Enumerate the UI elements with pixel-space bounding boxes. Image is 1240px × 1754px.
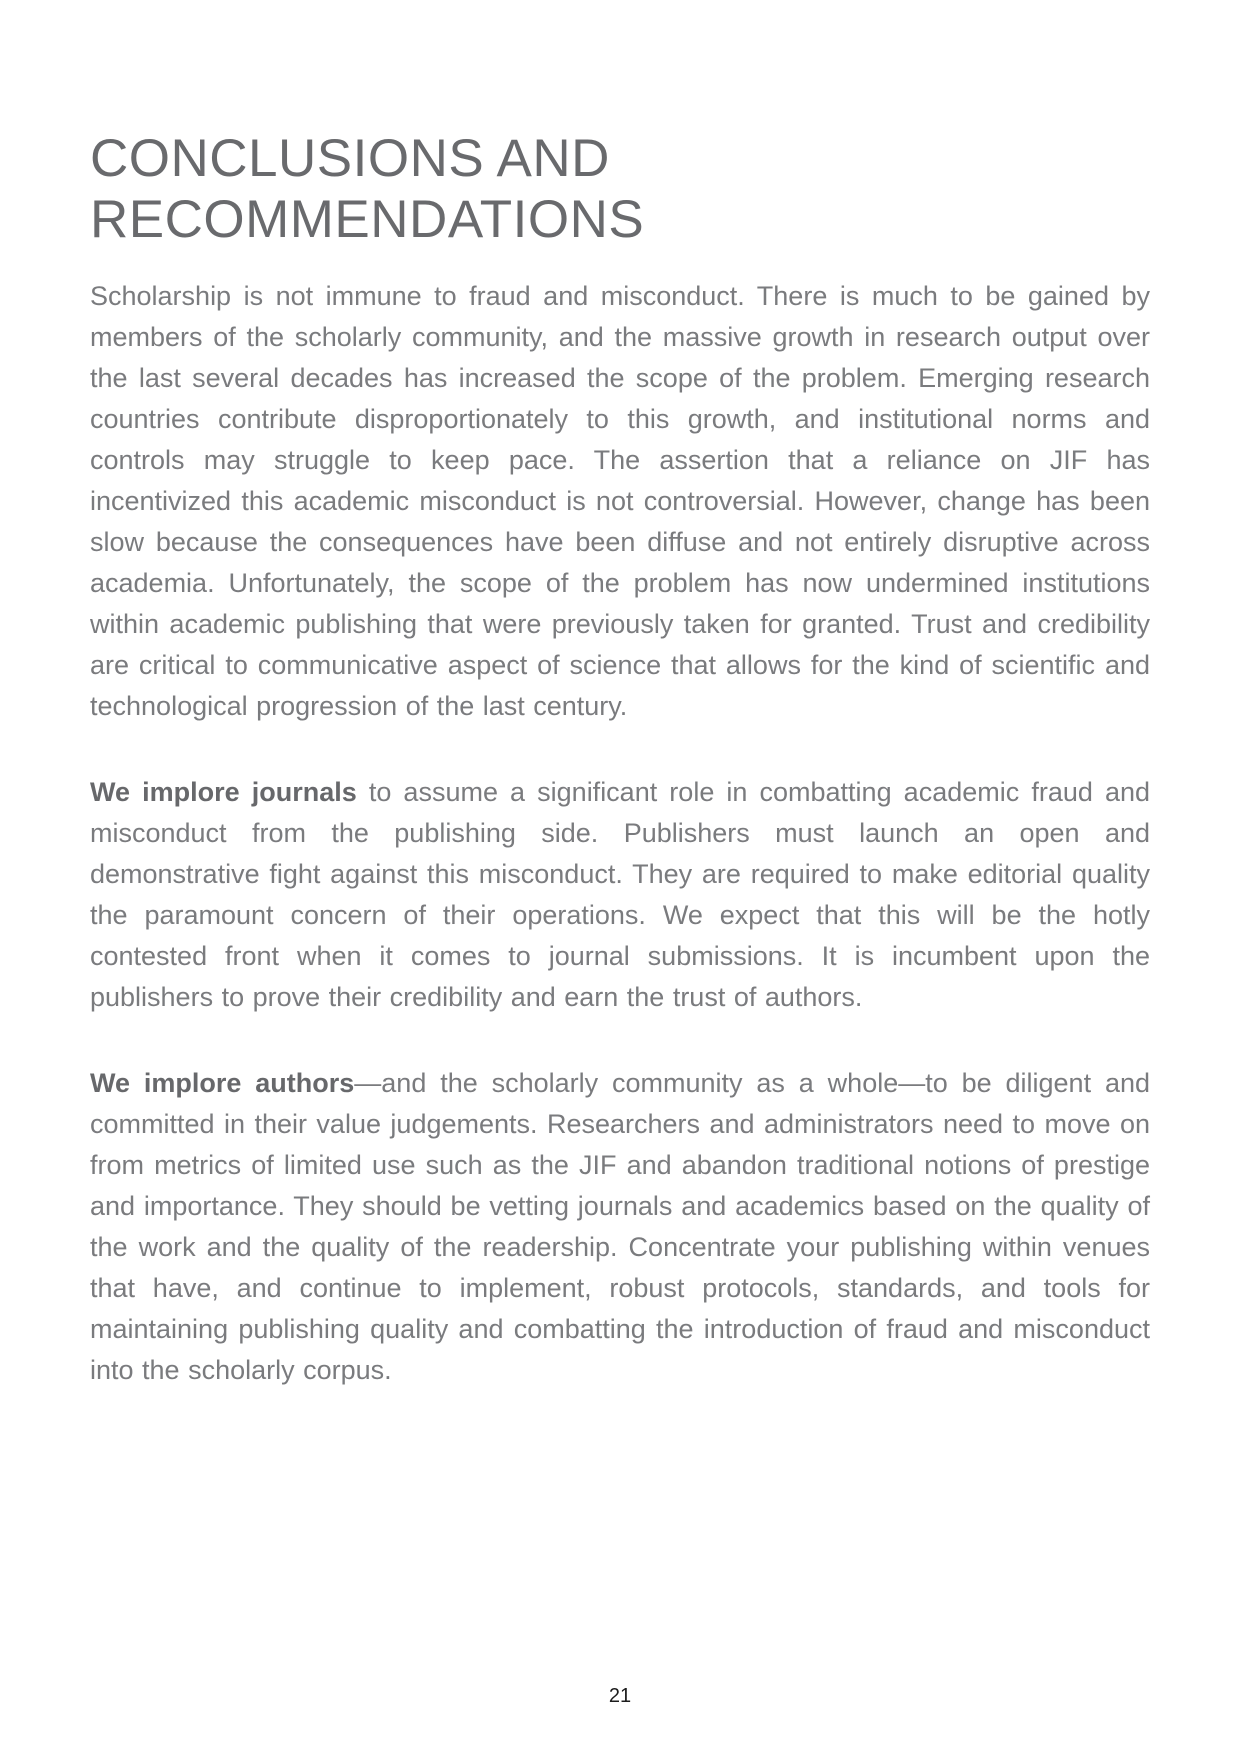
page-number: 21 bbox=[608, 1685, 632, 1707]
paragraph-implore-authors bbox=[90, 1063, 1150, 1391]
page-title bbox=[90, 128, 1150, 250]
text-run: —and the scholarly community as a whole—to be diligent and committed in their value judgements. Researchers and administrators need to move on from metrics of limited use such as the JIF and abandon traditional notions of prestige and importance. They should be vetting journals and academics based on the quality of the work and the quality of the readership. Concentrate your publishing within venues that have, and continue to implement, robust protocols, standards, and tools for maintaining publishing quality and combatting the introduction of fraud and misconduct into the scholarly corpus. bbox=[90, 1068, 1150, 1385]
bold-run: We implore authors bbox=[90, 1068, 355, 1098]
bold-run: We implore journals bbox=[90, 777, 357, 807]
paragraph-scholarship-fraud bbox=[90, 276, 1150, 727]
page-title-line-2: RECOMMENDATIONS bbox=[90, 190, 645, 249]
page-footer bbox=[0, 1685, 1240, 1708]
paragraph-implore-journals bbox=[90, 772, 1150, 1018]
text-run: Scholarship is not immune to fraud and misconduct. There is much to be gained by members of the scholarly community, and the massive growth in research output over the last several decades has increased the scope of the problem. Emerging research countries contribute disproportionately to this growth, and institutional norms and controls may struggle to keep pace. The assertion that a reliance on JIF has incentivized this academic misconduct is not controversial. However, change has been slow because the consequences have been diffuse and not entirely disruptive across academia. Unfortunately, the scope of the problem has now undermined institutions within academic publishing that were previously taken for granted. Trust and credibility are critical to communicative aspect of science that allows for the kind of scientific and technological progression of the last century. bbox=[90, 281, 1150, 721]
page-title-line-1: CONCLUSIONS AND bbox=[90, 129, 610, 188]
text-run: to assume a significant role in combatting academic fraud and misconduct from the publishing side. Publishers must launch an open and demonstrative fight against this misconduct. They are required to make editorial quality the paramount concern of their operations. We expect that this will be the hotly contested front when it comes to journal submissions. It is incumbent upon the publishers to prove their credibility and earn the trust of authors. bbox=[90, 777, 1150, 1012]
page-content bbox=[90, 128, 1150, 1436]
